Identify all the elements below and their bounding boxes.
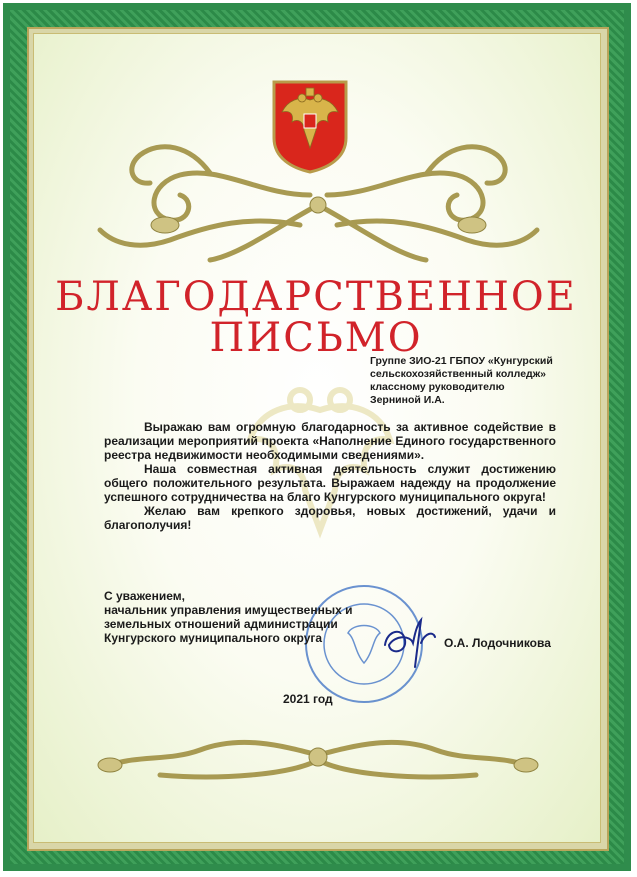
bottom-ornament [70,715,567,805]
closing-line: Кунгурского муниципального округа [104,631,323,645]
recipient-line: сельскохозяйственный колледж» [370,368,546,380]
recipient-block [370,355,580,407]
signer-name: О.А. Лодочникова [444,636,551,650]
body-paragraph: Выражаю вам огромную благодарность за активное содействие в реализации мероприятий проекта «Наполнение Единого государственного реестра недвижимости необходимыми сведениями». [104,420,556,462]
body-paragraph: Желаю вам крепкого здоровья, новых достижений, удачи и благополучия! [104,504,556,532]
title-line-2: ПИСЬМО [209,315,423,361]
closing-line: начальник управления имущественных и [104,603,353,617]
letter-body [104,420,556,532]
recipient-line: классному руководителю [370,381,505,393]
title-line-1: БЛАГОДАРСТВЕННОЕ [55,274,577,320]
closing-block [104,589,352,645]
handwritten-signature [375,605,445,675]
body-paragraph: Наша совместная активная деятельность служит достижению общего положительного результата. Выражаем надежду на продолжение успешного сотрудничества на благо Кунгурского муниципального округа! [104,462,556,504]
closing-line: С уважением, [104,589,185,603]
closing-line: земельных отношений администрации [104,617,338,631]
recipient-line: Зерниной И.А. [370,394,445,406]
recipient-line: Группе ЗИО-21 ГБПОУ «Кунгурский [370,355,553,367]
russian-coat-of-arms-icon [270,78,350,174]
document-year: 2021 год [283,692,333,706]
